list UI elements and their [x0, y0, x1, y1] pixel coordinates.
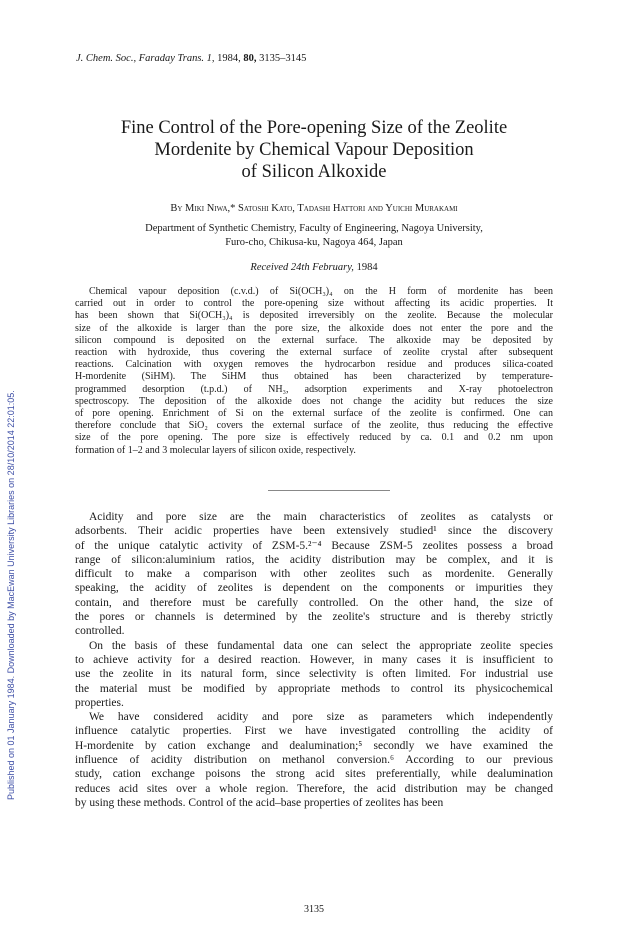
download-watermark-text: Published on 01 January 1984. Downloaded by MacEwan University Libraries on 28/10/2014 22:01:05. — [6, 390, 16, 800]
body-line: to achieve activity for a desired reaction. However, in many cases it is insufficient to — [75, 653, 553, 666]
body-line: influence of acidity distribution on methanol conversion.⁶ According to our previous — [75, 754, 553, 767]
body-line: H-mordenite by cation exchange and dealumination;⁵ secondly we have examined the — [75, 739, 553, 752]
body-line: Acidity and pore size are the main characteristics of zeolites as catalysts or — [89, 511, 553, 523]
article-title — [70, 117, 558, 183]
abstract-line: spectroscopy. The deposition of the alkoxide does not change the acidity but reduces the size — [75, 395, 553, 407]
body-line: by using these methods. Control of the acid–base properties of zeolites has been — [75, 796, 444, 809]
body-line: the pores or channels is determined by the zeolite's structure and is thereby strictly — [75, 611, 553, 624]
body-text — [75, 510, 553, 810]
title-line: of Silicon Alkoxide — [241, 162, 387, 182]
body-line: adsorbents. Their acidic properties have been extensively studied¹ since the discovery — [75, 525, 553, 538]
abstract-line: of pore opening. Enrichment of Si on the external surface of the zeolite is confirmed. One can — [75, 408, 553, 420]
abstract-line: reaction with hydroxide, thus covering the external surface of zeolite crystal after subsequent — [75, 347, 553, 359]
body-line: study, cation exchange poisons the strong acid sites preferentially, while dealumination — [75, 768, 553, 781]
abstract-line: carried out in order to control the pore-opening size without affecting its acidic properties. It — [75, 298, 553, 310]
received-year: 1984 — [356, 262, 378, 273]
abstract-line: size of the alkoxide is larger than the pore size, the alkoxide does not enter the pore and the — [75, 322, 553, 334]
body-line: reduces acid sites over a whole region. Therefore, the acid distribution may be changed — [75, 782, 553, 795]
body-line: range of silicon:aluminium ratios, the acidity distribution may be complex, and it is — [75, 553, 553, 566]
abstract-line: silicon compound is deposited on the external surface. The alkoxide may be deposited by — [75, 334, 553, 346]
title-line: Mordenite by Chemical Vapour Deposition — [154, 140, 474, 160]
abstract-line: H-mordenite (SiHM). The SiHM thus obtained has been characterized by temperature- — [75, 371, 553, 383]
received-label: Received 24th February, — [250, 262, 354, 273]
section-divider — [268, 490, 390, 491]
body-line: difficult to make a comparison with other zeolites such as mordenite. Generally — [75, 568, 553, 581]
affiliation-line: Department of Synthetic Chemistry, Faculty of Engineering, Nagoya University, — [145, 223, 483, 234]
title-line: Fine Control of the Pore-opening Size of the Zeolite — [120, 118, 508, 138]
author-list: By Miki Niwa,* Satoshi Kato, Tadashi Hattori and Yuichi Murakami — [170, 203, 458, 214]
download-watermark-strip — [1, 40, 17, 840]
journal-name: J. Chem. Soc., Faraday Trans. 1, — [76, 53, 215, 64]
abstract-line: size of the pore opening. The pore size is effectively reduced by ca. 0.1 and 0.2 nm upon — [75, 432, 553, 444]
page-number: 3135 — [304, 904, 324, 915]
body-line: speaking, the acidity of zeolites is dependent on the components or impurities they — [75, 582, 553, 595]
body-line: the material must be modified by appropriate methods to control its physicochemical — [75, 682, 553, 695]
journal-volume: 80, — [243, 53, 257, 64]
affiliation-line: Furo-cho, Chikusa-ku, Nagoya 464, Japan — [225, 237, 403, 248]
body-line: use the zeolite in its natural form, since selectivity is often limited. For industrial use — [75, 668, 553, 681]
abstract — [75, 286, 553, 457]
abstract-line: therefore conclude that SiO₂ covers the external surface of the zeolite, thus reducing the effective — [75, 420, 553, 432]
journal-pages: 3135–3145 — [259, 53, 307, 64]
affiliation — [70, 222, 558, 250]
received-date — [70, 262, 558, 273]
journal-reference — [76, 53, 556, 64]
abstract-line: formation of 1–2 and 3 molecular layers of silicon oxide, respectively. — [75, 444, 356, 456]
body-line: We have considered acidity and pore size as parameters which independently — [89, 711, 553, 724]
body-line: contain, and therefore must be carefully controlled. On the other hand, the size of — [75, 596, 553, 609]
abstract-line: reactions. Calcination with oxygen removes the hydrocarbon residue and produces silica-coated — [75, 359, 553, 371]
abstract-line: has been shown that Si(OCH₃)₄ is deposited irreversibly on the zeolite. Because the molecular — [75, 310, 553, 322]
body-line: controlled. — [75, 625, 125, 638]
abstract-line: programmed desorption (t.p.d.) of NH₃, adsorption experiments and X-ray photoelectron — [75, 383, 553, 395]
abstract-line: Chemical vapour deposition (c.v.d.) of Si(OCH₃)₄ on the H form of mordenite has been — [89, 286, 553, 297]
journal-year: 1984, — [217, 53, 241, 64]
body-line: of the unique catalytic activity of ZSM-5.²⁻⁴ Because ZSM-5 zeolites possess a broad — [75, 539, 553, 552]
body-line: influence catalytic properties. First we have investigated controlling the acidity of — [75, 725, 553, 738]
body-line: On the basis of these fundamental data one can select the appropriate zeolite species — [89, 639, 553, 652]
body-line: properties. — [75, 696, 124, 709]
